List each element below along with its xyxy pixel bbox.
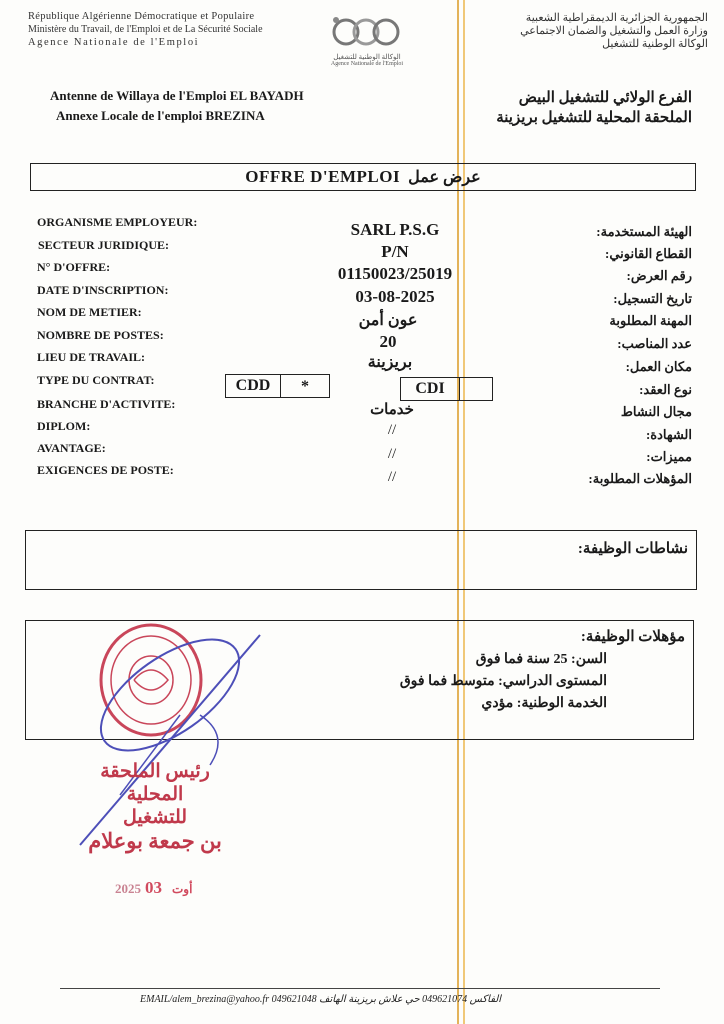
field-value: P/N (381, 242, 409, 261)
field-label-fr: ORGANISME EMPLOYEUR: (37, 215, 198, 229)
logo-caption-fr: Agence Nationale de l'Emploi (330, 61, 404, 67)
field-value: // (387, 469, 397, 485)
header-ar-line: وزارة العمل والتشغيل والضمان الاجتماعي (520, 25, 708, 37)
field-label-ar: المهنة المطلوبة (609, 313, 692, 328)
field-label-fr: LIEU DE TRAVAIL: (37, 350, 146, 364)
field-value: بريزينة (367, 354, 413, 371)
activities-title: نشاطات الوظيفة: (577, 541, 688, 557)
stamp-signatory (70, 760, 240, 854)
header-fr (28, 10, 298, 49)
field-value: 03-08-2025 (355, 287, 435, 306)
logo-icon (322, 12, 412, 48)
date-stamp (115, 878, 198, 898)
qualification-line: المستوى الدراسي: متوسط فما فوق (399, 674, 607, 689)
field-label-ar: المؤهلات المطلوبة: (588, 471, 692, 486)
field-label-fr: AVANTAGE: (37, 441, 106, 455)
header-ar (428, 12, 708, 51)
antenne-ar-2: الملحقة المحلية للتشغيل بريزينة (496, 110, 692, 126)
logo-caption-ar: الوكالة الوطنية للتشغيل (333, 53, 401, 61)
date-stamp-month: أوت (172, 882, 193, 896)
field-value: // (387, 446, 397, 462)
field-label-ar: نوع العقد: (639, 382, 692, 397)
qualification-line: الخدمة الوطنية: مؤدي (481, 696, 607, 711)
header-ar-line: الجمهورية الجزائرية الديمقراطية الشعبية (525, 12, 708, 24)
date-stamp-year: 2025 (115, 881, 141, 896)
antenne-fr-1: Antenne de Willaya de l'Emploi EL BAYADH (50, 88, 304, 103)
header-fr-line: Ministère du Travail, de l'Emploi et de La Sécurité Sociale (28, 24, 263, 35)
field-label-ar: مكان العمل: (625, 359, 692, 374)
stamp-line: رئيس الملحقة المحلية (100, 761, 210, 805)
title-fr: OFFRE D'EMPLOI (245, 167, 401, 186)
field-value: خدمات (370, 402, 414, 418)
title-ar: عرض عمل (408, 169, 481, 186)
date-stamp-day: 03 (145, 878, 162, 897)
field-label-ar: مميزات: (646, 449, 692, 464)
field-label-ar: القطاع القانوني: (604, 246, 692, 261)
contract-cdi-box (400, 377, 493, 401)
header-fr-line: République Algérienne Démocratique et Populaire (28, 11, 255, 22)
field-label-ar: الشهادة: (645, 427, 692, 442)
field-value: عون أمن (358, 312, 418, 329)
qualification-line: السن: 25 سنة فما فوق (475, 652, 607, 667)
field-value: // (387, 422, 397, 438)
contract-cdi-mark (460, 378, 492, 400)
contract-cdd-label: CDD (226, 375, 281, 397)
field-value: SARL P.S.G (350, 220, 440, 239)
field-label-ar: عدد المناصب: (617, 336, 692, 351)
field-label-fr: EXIGENCES DE POSTE: (37, 463, 174, 477)
stamp-line: للتشغيل (122, 807, 188, 828)
contract-cdi-label: CDI (401, 378, 460, 400)
header-fr-line: Agence Nationale de l'Emploi (28, 37, 200, 48)
scan-artifact-line (457, 0, 459, 1024)
scan-artifact-line (463, 0, 465, 1024)
field-value: 01150023/25019 (337, 264, 453, 283)
field-label-fr: DATE D'INSCRIPTION: (37, 283, 169, 297)
field-label-ar: الهيئة المستخدمة: (596, 224, 692, 239)
field-label-fr: N° D'OFFRE: (37, 260, 111, 274)
field-label-fr: BRANCHE D'ACTIVITE: (37, 397, 176, 411)
contract-cdd-box (225, 374, 330, 398)
title-box (30, 163, 696, 191)
field-value: 20 (379, 332, 397, 351)
contract-cdd-mark: * (301, 378, 309, 395)
field-label-ar: تاريخ التسجيل: (613, 291, 692, 306)
field-label-fr: NOM DE METIER: (37, 305, 142, 319)
qualifications-title: مؤهلات الوظيفة: (580, 629, 685, 645)
field-label-fr: DIPLOM: (37, 419, 91, 433)
field-label-fr: TYPE DU CONTRAT: (37, 373, 155, 387)
footer-rule (60, 988, 660, 989)
antenne-fr-2: Annexe Locale de l'emploi BREZINA (56, 108, 265, 123)
field-label-fr: NOMBRE DE POSTES: (37, 328, 164, 342)
footer-contact: EMAIL/alem_brezina@yahoo.fr 049621048 الفاكس 049621074 حي علاش بريزينة الهاتف (140, 994, 502, 1005)
activities-box (25, 530, 697, 590)
field-label-ar: رقم العرض: (626, 268, 692, 283)
field-label-ar: مجال النشاط (620, 404, 692, 419)
field-label-fr: SECTEUR JURIDIQUE: (38, 238, 170, 252)
antenne-ar-1: الفرع الولائي للتشغيل البيض (518, 90, 692, 106)
agency-logo (322, 12, 412, 66)
header-ar-line: الوكالة الوطنية للتشغيل (602, 38, 708, 50)
stamp-line: بن جمعة بوعلام (88, 829, 222, 853)
